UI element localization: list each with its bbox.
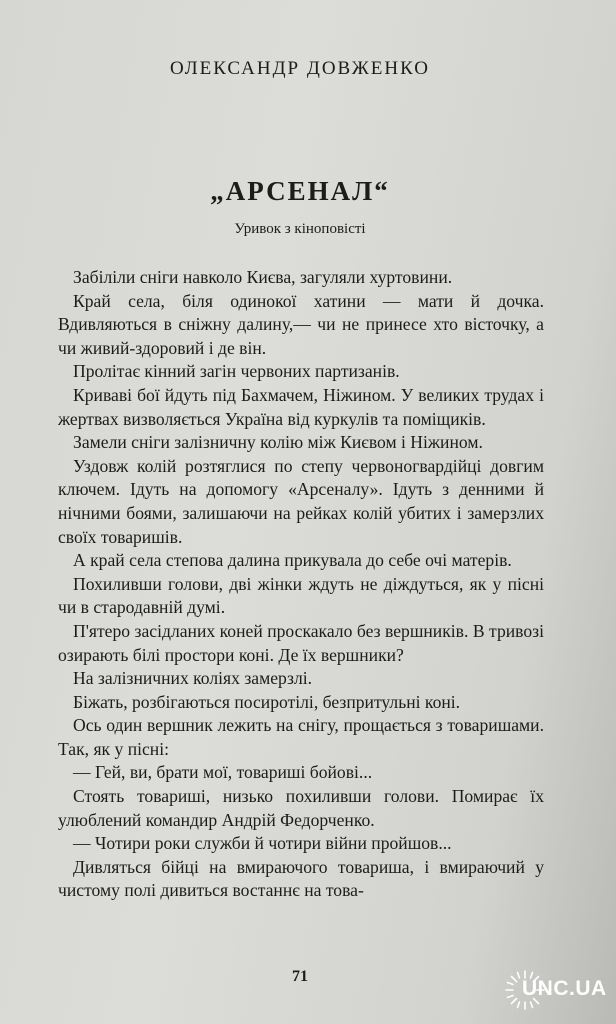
paragraph: Пролітає кінний загін червоних партизанів. <box>73 361 400 382</box>
paragraph: Уздовж колій розтяглися по степу червоногвардійці довгим ключем. Ідуть на допомогу «Арсеналу». Ідуть з денними й нічними боями, залишаючи на рейках колій убитих і замерзлих своїх товаришів. <box>58 455 544 547</box>
paragraph: Дивляться бійці на вмираючого товариша, і вмираючий у чистому полі дивиться востаннє на това- <box>58 856 544 901</box>
paragraph: — Гей, ви, брати мої, товариші бойові... <box>73 762 373 783</box>
story-title: „АРСЕНАЛ“ <box>210 176 390 206</box>
paragraph: П'ятеро засідланих коней проскакало без вершників. В тривозі озирають білі простори коні. Де їх вершники? <box>58 620 544 665</box>
author-header: ОЛЕКСАНДР ДОВЖЕНКО <box>169 58 431 79</box>
paragraph: А край села степова далина прикувала до себе очі матерів. <box>73 550 512 571</box>
paragraph: Похиливши голови, дві жінки ждуть не діждуться, як у пісні чи в стародавній думі. <box>58 573 544 618</box>
watermark-text: UNC.UA <box>522 977 607 1000</box>
paragraph: Криваві бої йдуть під Бахмачем, Ніжином. У великих трудах і жертвах визволяється Україна від куркулів та поміщиків. <box>58 384 544 429</box>
story-body <box>58 266 544 903</box>
paragraph: Замели сніги залізничну колію між Києвом і Ніжином. <box>73 432 483 453</box>
paragraph: Край села, біля одинокої хатини — мати й дочка. Вдивляються в сніжну далину,— чи не принесе хто вісточку, а чи живий-здоровий і де він. <box>58 290 544 358</box>
watermark <box>502 964 612 1016</box>
paragraph: — Чотири роки служби й чотири війни пройшов... <box>73 833 452 854</box>
paragraph: Забіліли сніги навколо Києва, загуляли хуртовини. <box>73 267 453 287</box>
paragraph: На залізничних коліях замерзлі. <box>73 668 313 689</box>
page-number: 71 <box>292 968 308 985</box>
paragraph: Стоять товариші, низько похиливши голови. Помирає їх улюблений командир Андрій Федорченко. <box>58 786 544 830</box>
story-subtitle: Уривок з кіноповісті <box>234 221 366 237</box>
paragraph: Біжать, розбігаються посиротілі, безпритульні коні. <box>73 691 461 712</box>
paragraph: Ось один вершник лежить на снігу, прощається з товаришами. Так, як у пісні: <box>58 715 544 759</box>
